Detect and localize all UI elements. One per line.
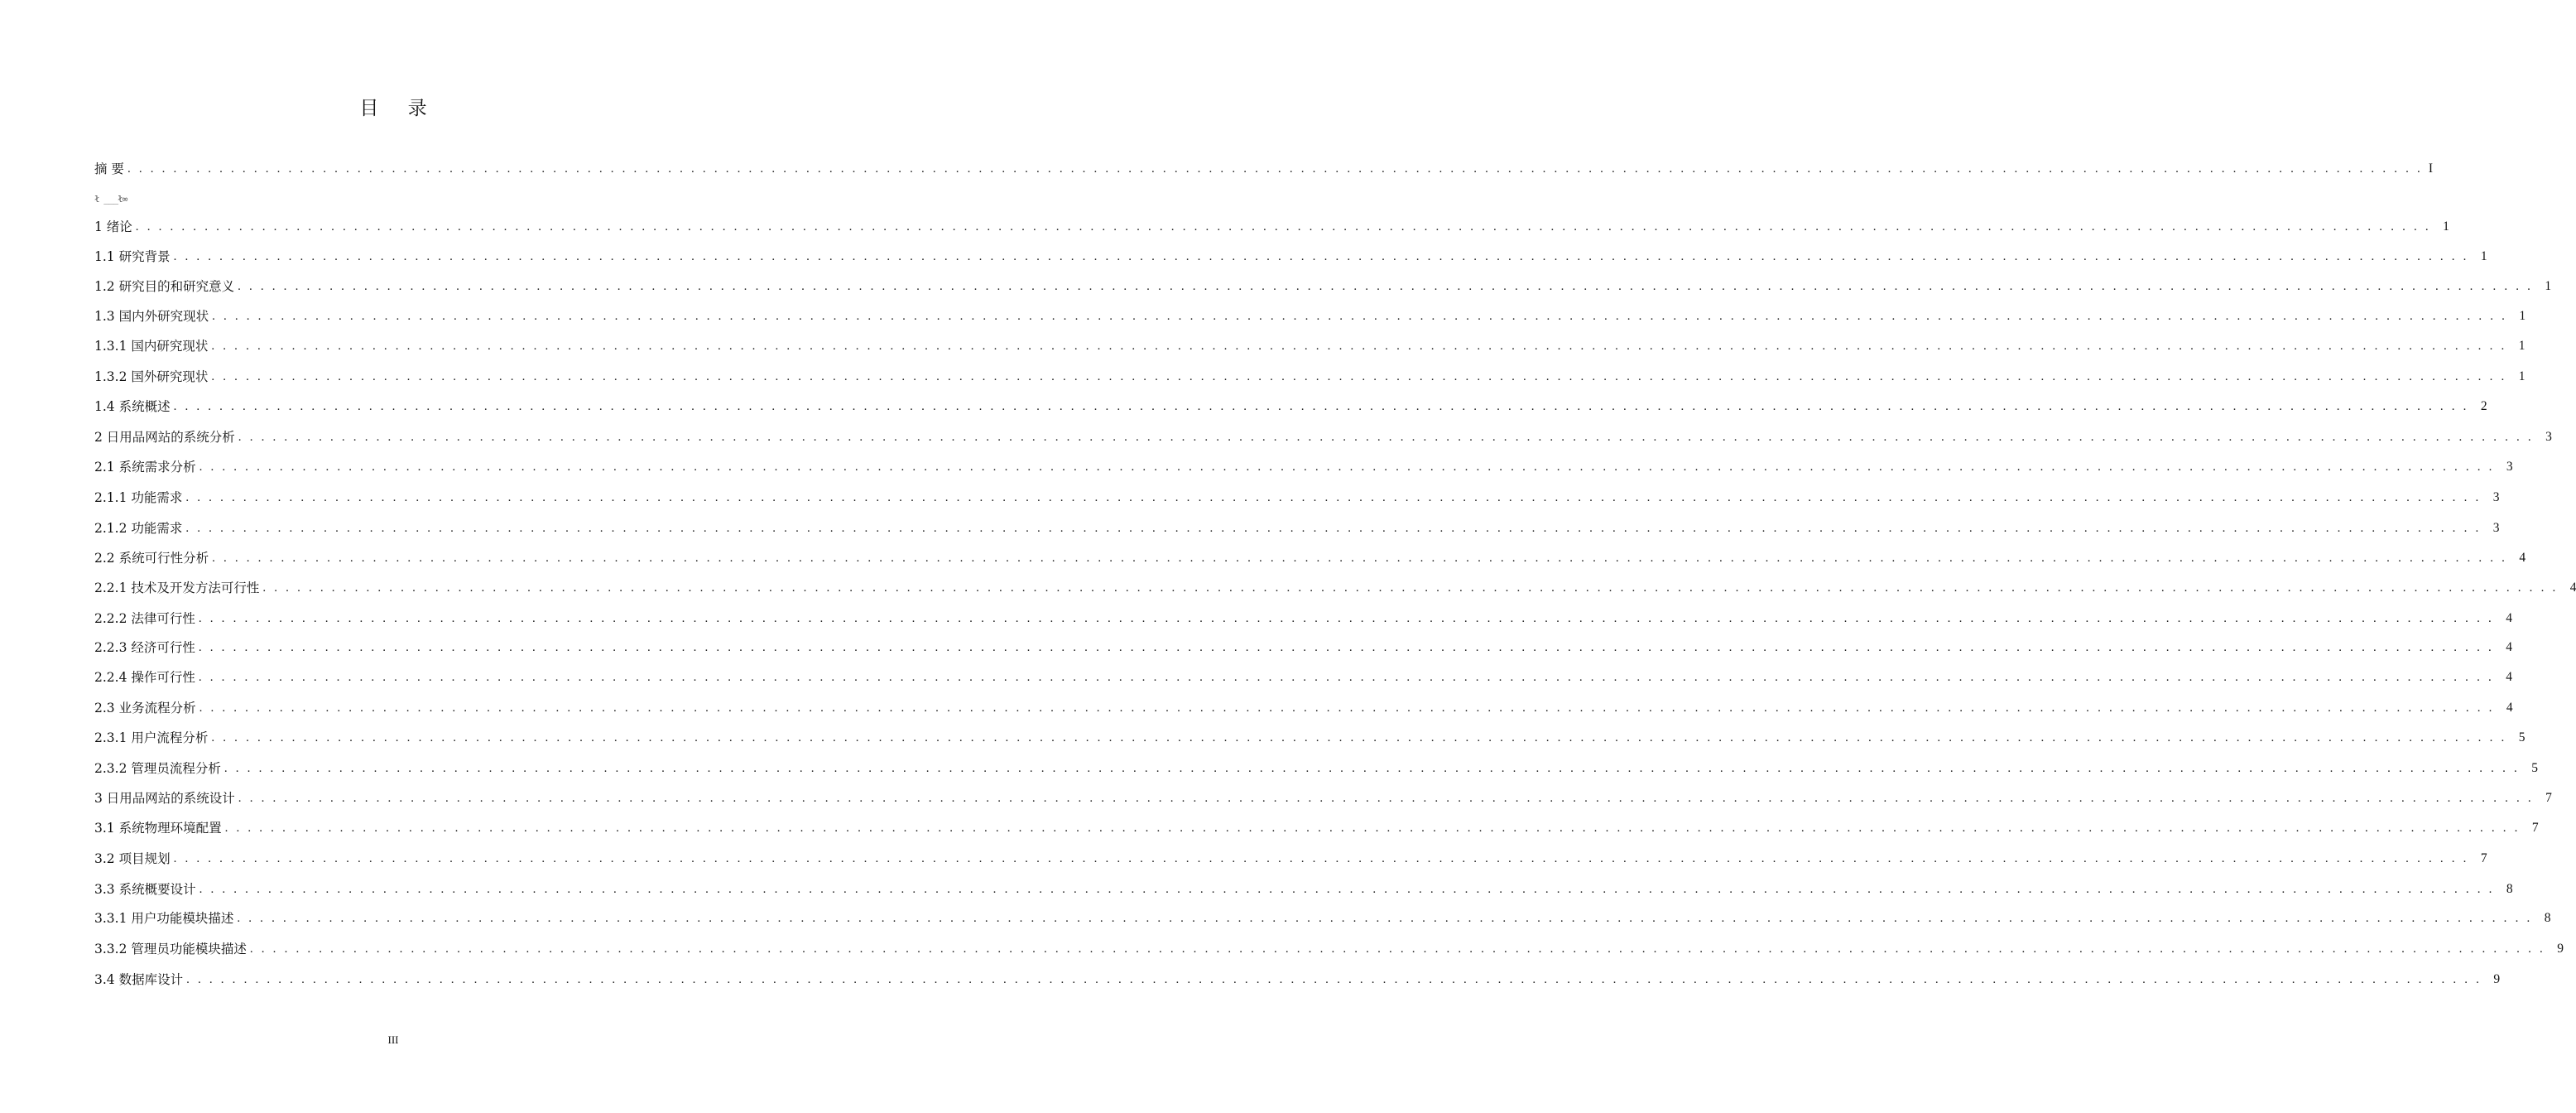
toc-leader-dots: . . . . . . . . . . . . . . . . . . . . . . . . . . . . . . . . . . . . . . . . . . . . . . . . . . . . . . . . . . . . . . . . . . . . . . . . . . . . . . . . . . . . . . . . . . . . . . . . . . . . . . . . . . . . . . . . . . . . . . . . . . . . . . . . . . . . . . . . . . . . . . . . . . . . . . . . . . . . . . . . . . . . . . . . . . . . . . . . . . . . . . . . . . . . . . . . . . . . . . . . [199,883,2495,896]
toc-entry[interactable] [94,698,2513,718]
toc-entry[interactable] [94,638,2512,658]
toc-entry[interactable] [94,277,2552,296]
toc-entry-page: 4 [2506,701,2513,715]
toc-entry[interactable] [94,728,2526,748]
toc-entry-title: 2.2.3 经济可行性 [94,640,195,655]
page-title: 目 录 [359,98,439,119]
toc-entry[interactable] [94,908,2551,928]
toc-entry[interactable] [94,247,2487,267]
toc-entry-title: 2.3.1 用户流程分析 [94,730,209,745]
toc-leader-dots: . . . . . . . . . . . . . . . . . . . . . . . . . . . . . . . . . . . . . . . . . . . . . . . . . . . . . . . . . . . . . . . . . . . . . . . . . . . . . . . . . . . . . . . . . . . . . . . . . . . . . . . . . . . . . . . . . . . . . . . . . . . . . . . . . . . . . . . . . . . . . . . . . . . . . . . . . . . . . . . . . . . . . . . . . . . . . . . . . . . . . . . . . . . . . . . . . . . . . . . . [198,671,2494,684]
toc-leader-dots: . . . . . . . . . . . . . . . . . . . . . . . . . . . . . . . . . . . . . . . . . . . . . . . . . . . . . . . . . . . . . . . . . . . . . . . . . . . . . . . . . . . . . . . . . . . . . . . . . . . . . . . . . . . . . . . . . . . . . . . . . . . . . . . . . . . . . . . . . . . . . . . . . . . . . . . . . . . . . . . . . . . . . . . . . . . . . . . . . . . . . . . . . . . . . . . . . . . . . . . . [211,731,2507,744]
toc-entry-page: 3 [2492,521,2500,535]
toc-entry[interactable] [94,759,2538,778]
toc-entry-page: 1 [2518,369,2526,383]
toc-entry-page: 8 [2506,882,2513,896]
toc-entry-title: 1.3.1 国内研究现状 [94,339,209,354]
toc-entry[interactable] [94,818,2539,838]
toc-leader-dots: . . . . . . . . . . . . . . . . . . . . . . . . . . . . . . . . . . . . . . . . . . . . . . . . . . . . . . . . . . . . . . . . . . . . . . . . . . . . . . . . . . . . . . . . . . . . . . . . . . . . . . . . . . . . . . . . . . . . . . . . . . . . . . . . . . . . . . . . . . . . . . . . . . . . . . . . . . . . . . . . . . . . . . . . . . . . . . . . . . . . . . . . . . . . . . . . . . . . . . . . [199,701,2495,715]
toc-entry-page: 1 [2545,279,2552,293]
toc-entry-page: 3 [2545,430,2552,444]
toc-entry-title: 3.3.1 用户功能模块描述 [94,911,234,926]
toc-entry[interactable] [94,879,2513,899]
toc-leader-dots: . . . . . . . . . . . . . . . . . . . . . . . . . . . . . . . . . . . . . . . . . . . . . . . . . . . . . . . . . . . . . . . . . . . . . . . . . . . . . . . . . . . . . . . . . . . . . . . . . . . . . . . . . . . . . . . . . . . . . . . . . . . . . . . . . . . . . . . . . . . . . . . . . . . . . . . . . . . . . . . . . . . . . . . . . . . . . . . . . . . . . . . . . . . . . . . . . . . . . . . . [199,460,2495,474]
toc-entry-page: 7 [2545,791,2552,805]
toc-entry[interactable] [94,159,2433,179]
toc-entry-page: 1 [2480,249,2487,263]
footer-page-number: III [387,1034,399,1046]
toc-entry-page: 7 [2531,821,2539,835]
garbled-line: ł ___ł∞ [94,194,127,205]
toc-entry-title: 摘 要 [94,161,124,176]
toc-entry[interactable] [94,488,2500,508]
toc-entry-page: 9 [2493,972,2501,986]
toc-entry[interactable] [94,578,2576,598]
toc-entry-page: 4 [2506,640,2512,654]
toc-leader-dots: . . . . . . . . . . . . . . . . . . . . . . . . . . . . . . . . . . . . . . . . . . . . . . . . . . . . . . . . . . . . . . . . . . . . . . . . . . . . . . . . . . . . . . . . . . . . . . . . . . . . . . . . . . . . . . . . . . . . . . . . . . . . . . . . . . . . . . . . . . . . . . . . . . . . . . . . . . . . . . . . . . . . . . . . . . . . . . . . . . . . . . . . . . . . . . . . . . . . . . . . [135,220,2431,234]
toc-entry-page: 8 [2544,911,2551,925]
toc-entry-title: 3.4 数据库设计 [94,972,184,987]
toc-entry-page: 1 [2519,309,2526,323]
toc-entry-title: 2.3 业务流程分析 [94,701,196,716]
toc-entry[interactable] [94,518,2500,538]
toc-entry[interactable] [94,336,2526,356]
toc-entry[interactable] [94,367,2526,387]
toc-leader-dots: . . . . . . . . . . . . . . . . . . . . . . . . . . . . . . . . . . . . . . . . . . . . . . . . . . . . . . . . . . . . . . . . . . . . . . . . . . . . . . . . . . . . . . . . . . . . . . . . . . . . . . . . . . . . . . . . . . . . . . . . . . . . . . . . . . . . . . . . . . . . . . . . . . . . . . . . . . . . . . . . . . . . . . . . . . . . . . . . . . . . . . . . . . . . . . . . . . . . . . . . [211,340,2507,353]
toc-entry[interactable] [94,397,2487,417]
toc-entry[interactable] [94,609,2512,629]
toc-leader-dots: . . . . . . . . . . . . . . . . . . . . . . . . . . . . . . . . . . . . . . . . . . . . . . . . . . . . . . . . . . . . . . . . . . . . . . . . . . . . . . . . . . . . . . . . . . . . . . . . . . . . . . . . . . . . . . . . . . . . . . . . . . . . . . . . . . . . . . . . . . . . . . . . . . . . . . . . . . . . . . . . . . . . . . . . . . . . . . . . . . . . . . . . . . . . . . . . . . . . . . . . [198,612,2494,625]
toc-entry-page: 4 [2506,611,2512,625]
toc-entry-page: 9 [2557,942,2564,956]
toc-leader-dots: . . . . . . . . . . . . . . . . . . . . . . . . . . . . . . . . . . . . . . . . . . . . . . . . . . . . . . . . . . . . . . . . . . . . . . . . . . . . . . . . . . . . . . . . . . . . . . . . . . . . . . . . . . . . . . . . . . . . . . . . . . . . . . . . . . . . . . . . . . . . . . . . . . . . . . . . . . . . . . . . . . . . . . . . . . . . . . . . . . . . . . . . . . . . . . . . . . . . . . . . [238,792,2534,805]
toc-entry[interactable] [94,548,2526,568]
toc-entry-title: 2.1.1 功能需求 [94,490,183,505]
toc-entry-title: 2.2 系统可行性分析 [94,551,209,566]
toc-entry-title: 3.1 系统物理环境配置 [94,821,222,836]
toc-leader-dots: . . . . . . . . . . . . . . . . . . . . . . . . . . . . . . . . . . . . . . . . . . . . . . . . . . . . . . . . . . . . . . . . . . . . . . . . . . . . . . . . . . . . . . . . . . . . . . . . . . . . . . . . . . . . . . . . . . . . . . . . . . . . . . . . . . . . . . . . . . . . . . . . . . . . . . . . . . . . . . . . . . . . . . . . . . . . . . . . . . . . . . . . . . . . . . . . . . . . . . . . [127,162,2423,176]
toc-entry-title: 1.3.2 国外研究现状 [94,369,209,384]
toc-entry[interactable] [94,788,2552,808]
toc-entry-title: 2.1 系统需求分析 [94,460,196,475]
toc-entry-title: 2.1.2 功能需求 [94,521,183,536]
toc-entry-title: 3.3 系统概要设计 [94,882,196,897]
toc-leader-dots: . . . . . . . . . . . . . . . . . . . . . . . . . . . . . . . . . . . . . . . . . . . . . . . . . . . . . . . . . . . . . . . . . . . . . . . . . . . . . . . . . . . . . . . . . . . . . . . . . . . . . . . . . . . . . . . . . . . . . . . . . . . . . . . . . . . . . . . . . . . . . . . . . . . . . . . . . . . . . . . . . . . . . . . . . . . . . . . . . . . . . . . . . . . . . . . . . . . . . . . . [249,942,2545,956]
toc-leader-dots: . . . . . . . . . . . . . . . . . . . . . . . . . . . . . . . . . . . . . . . . . . . . . . . . . . . . . . . . . . . . . . . . . . . . . . . . . . . . . . . . . . . . . . . . . . . . . . . . . . . . . . . . . . . . . . . . . . . . . . . . . . . . . . . . . . . . . . . . . . . . . . . . . . . . . . . . . . . . . . . . . . . . . . . . . . . . . . . . . . . . . . . . . . . . . . . . . . . . . . . . [238,431,2534,444]
toc-leader-dots: . . . . . . . . . . . . . . . . . . . . . . . . . . . . . . . . . . . . . . . . . . . . . . . . . . . . . . . . . . . . . . . . . . . . . . . . . . . . . . . . . . . . . . . . . . . . . . . . . . . . . . . . . . . . . . . . . . . . . . . . . . . . . . . . . . . . . . . . . . . . . . . . . . . . . . . . . . . . . . . . . . . . . . . . . . . . . . . . . . . . . . . . . . . . . . . . . . . . . . . . [223,762,2520,775]
toc-leader-dots: . . . . . . . . . . . . . . . . . . . . . . . . . . . . . . . . . . . . . . . . . . . . . . . . . . . . . . . . . . . . . . . . . . . . . . . . . . . . . . . . . . . . . . . . . . . . . . . . . . . . . . . . . . . . . . . . . . . . . . . . . . . . . . . . . . . . . . . . . . . . . . . . . . . . . . . . . . . . . . . . . . . . . . . . . . . . . . . . . . . . . . . . . . . . . . . . . . . . . . . . [238,280,2534,293]
toc-leader-dots: . . . . . . . . . . . . . . . . . . . . . . . . . . . . . . . . . . . . . . . . . . . . . . . . . . . . . . . . . . . . . . . . . . . . . . . . . . . . . . . . . . . . . . . . . . . . . . . . . . . . . . . . . . . . . . . . . . . . . . . . . . . . . . . . . . . . . . . . . . . . . . . . . . . . . . . . . . . . . . . . . . . . . . . . . . . . . . . . . . . . . . . . . . . . . . . . . . . . . . . . [198,641,2494,654]
toc-entry-title: 3.3.2 管理员功能模块描述 [94,942,247,956]
toc-entry-page: 4 [2569,581,2576,595]
toc-entry-page: 3 [2492,490,2500,504]
toc-entry-title: 3.2 项目规划 [94,851,171,866]
toc-entry-page: 1 [2443,219,2449,234]
toc-entry-page: 5 [2531,761,2538,775]
toc-entry-title: 2.2.4 操作可行性 [94,670,195,685]
toc-entry-page: I [2428,161,2433,176]
toc-entry[interactable] [94,306,2526,326]
toc-leader-dots: . . . . . . . . . . . . . . . . . . . . . . . . . . . . . . . . . . . . . . . . . . . . . . . . . . . . . . . . . . . . . . . . . . . . . . . . . . . . . . . . . . . . . . . . . . . . . . . . . . . . . . . . . . . . . . . . . . . . . . . . . . . . . . . . . . . . . . . . . . . . . . . . . . . . . . . . . . . . . . . . . . . . . . . . . . . . . . . . . . . . . . . . . . . . . . . . . . . . . . . . [237,912,2533,925]
toc-entry-page: 4 [2506,670,2512,684]
toc-entry-page: 5 [2518,730,2526,744]
toc-entry[interactable] [94,217,2449,237]
toc-entry-page: 1 [2518,339,2526,353]
toc-entry[interactable] [94,970,2501,990]
toc-entry[interactable] [94,457,2513,477]
toc-leader-dots: . . . . . . . . . . . . . . . . . . . . . . . . . . . . . . . . . . . . . . . . . . . . . . . . . . . . . . . . . . . . . . . . . . . . . . . . . . . . . . . . . . . . . . . . . . . . . . . . . . . . . . . . . . . . . . . . . . . . . . . . . . . . . . . . . . . . . . . . . . . . . . . . . . . . . . . . . . . . . . . . . . . . . . . . . . . . . . . . . . . . . . . . . . . . . . . . . . . . . . . . [173,852,2469,865]
toc-entry-title: 1.3 国内外研究现状 [94,309,209,324]
toc-entry-page: 2 [2480,399,2487,413]
toc-leader-dots: . . . . . . . . . . . . . . . . . . . . . . . . . . . . . . . . . . . . . . . . . . . . . . . . . . . . . . . . . . . . . . . . . . . . . . . . . . . . . . . . . . . . . . . . . . . . . . . . . . . . . . . . . . . . . . . . . . . . . . . . . . . . . . . . . . . . . . . . . . . . . . . . . . . . . . . . . . . . . . . . . . . . . . . . . . . . . . . . . . . . . . . . . . . . . . . . . . . . . . . . [212,310,2508,323]
toc-entry-title: 3 日用品网站的系统设计 [94,791,235,806]
toc-leader-dots: . . . . . . . . . . . . . . . . . . . . . . . . . . . . . . . . . . . . . . . . . . . . . . . . . . . . . . . . . . . . . . . . . . . . . . . . . . . . . . . . . . . . . . . . . . . . . . . . . . . . . . . . . . . . . . . . . . . . . . . . . . . . . . . . . . . . . . . . . . . . . . . . . . . . . . . . . . . . . . . . . . . . . . . . . . . . . . . . . . . . . . . . . . . . . . . . . . . . . . . . [262,581,2559,595]
toc-entry-title: 1 绪论 [94,219,132,234]
toc-leader-dots: . . . . . . . . . . . . . . . . . . . . . . . . . . . . . . . . . . . . . . . . . . . . . . . . . . . . . . . . . . . . . . . . . . . . . . . . . . . . . . . . . . . . . . . . . . . . . . . . . . . . . . . . . . . . . . . . . . . . . . . . . . . . . . . . . . . . . . . . . . . . . . . . . . . . . . . . . . . . . . . . . . . . . . . . . . . . . . . . . . . . . . . . . . . . . . . . . . . . . . . . [211,370,2507,383]
toc-entry-title: 1.2 研究目的和研究意义 [94,279,235,294]
toc-entry[interactable] [94,939,2564,959]
toc-entry-title: 1.4 系统概述 [94,399,171,414]
toc-entry[interactable] [94,849,2487,869]
toc-entry-page: 3 [2506,460,2513,474]
toc-leader-dots: . . . . . . . . . . . . . . . . . . . . . . . . . . . . . . . . . . . . . . . . . . . . . . . . . . . . . . . . . . . . . . . . . . . . . . . . . . . . . . . . . . . . . . . . . . . . . . . . . . . . . . . . . . . . . . . . . . . . . . . . . . . . . . . . . . . . . . . . . . . . . . . . . . . . . . . . . . . . . . . . . . . . . . . . . . . . . . . . . . . . . . . . . . . . . . . . . . . . . . . . [224,822,2521,835]
toc-leader-dots: . . . . . . . . . . . . . . . . . . . . . . . . . . . . . . . . . . . . . . . . . . . . . . . . . . . . . . . . . . . . . . . . . . . . . . . . . . . . . . . . . . . . . . . . . . . . . . . . . . . . . . . . . . . . . . . . . . . . . . . . . . . . . . . . . . . . . . . . . . . . . . . . . . . . . . . . . . . . . . . . . . . . . . . . . . . . . . . . . . . . . . . . . . . . . . . . . . . . . . . . [173,400,2469,413]
toc-leader-dots: . . . . . . . . . . . . . . . . . . . . . . . . . . . . . . . . . . . . . . . . . . . . . . . . . . . . . . . . . . . . . . . . . . . . . . . . . . . . . . . . . . . . . . . . . . . . . . . . . . . . . . . . . . . . . . . . . . . . . . . . . . . . . . . . . . . . . . . . . . . . . . . . . . . . . . . . . . . . . . . . . . . . . . . . . . . . . . . . . . . . . . . . . . . . . . . . . . . . . . . . [185,491,2482,504]
toc-entry-page: 7 [2480,851,2487,865]
toc-entry-title: 2.2.2 法律可行性 [94,611,195,626]
toc-entry-title: 2 日用品网站的系统分析 [94,430,235,445]
toc-entry[interactable] [94,427,2552,447]
toc-leader-dots: . . . . . . . . . . . . . . . . . . . . . . . . . . . . . . . . . . . . . . . . . . . . . . . . . . . . . . . . . . . . . . . . . . . . . . . . . . . . . . . . . . . . . . . . . . . . . . . . . . . . . . . . . . . . . . . . . . . . . . . . . . . . . . . . . . . . . . . . . . . . . . . . . . . . . . . . . . . . . . . . . . . . . . . . . . . . . . . . . . . . . . . . . . . . . . . . . . . . . . . . [186,973,2482,986]
toc-entry[interactable] [94,667,2512,687]
toc-entry-page: 4 [2519,551,2526,565]
toc-entry-title: 1.1 研究背景 [94,249,171,264]
toc-entry-title: 2.2.1 技术及开发方法可行性 [94,581,260,595]
toc-leader-dots: . . . . . . . . . . . . . . . . . . . . . . . . . . . . . . . . . . . . . . . . . . . . . . . . . . . . . . . . . . . . . . . . . . . . . . . . . . . . . . . . . . . . . . . . . . . . . . . . . . . . . . . . . . . . . . . . . . . . . . . . . . . . . . . . . . . . . . . . . . . . . . . . . . . . . . . . . . . . . . . . . . . . . . . . . . . . . . . . . . . . . . . . . . . . . . . . . . . . . . . . [212,552,2508,565]
toc-leader-dots: . . . . . . . . . . . . . . . . . . . . . . . . . . . . . . . . . . . . . . . . . . . . . . . . . . . . . . . . . . . . . . . . . . . . . . . . . . . . . . . . . . . . . . . . . . . . . . . . . . . . . . . . . . . . . . . . . . . . . . . . . . . . . . . . . . . . . . . . . . . . . . . . . . . . . . . . . . . . . . . . . . . . . . . . . . . . . . . . . . . . . . . . . . . . . . . . . . . . . . . . [185,522,2482,535]
toc-leader-dots: . . . . . . . . . . . . . . . . . . . . . . . . . . . . . . . . . . . . . . . . . . . . . . . . . . . . . . . . . . . . . . . . . . . . . . . . . . . . . . . . . . . . . . . . . . . . . . . . . . . . . . . . . . . . . . . . . . . . . . . . . . . . . . . . . . . . . . . . . . . . . . . . . . . . . . . . . . . . . . . . . . . . . . . . . . . . . . . . . . . . . . . . . . . . . . . . . . . . . . . . [173,250,2469,263]
toc-entry-title: 2.3.2 管理员流程分析 [94,761,221,776]
